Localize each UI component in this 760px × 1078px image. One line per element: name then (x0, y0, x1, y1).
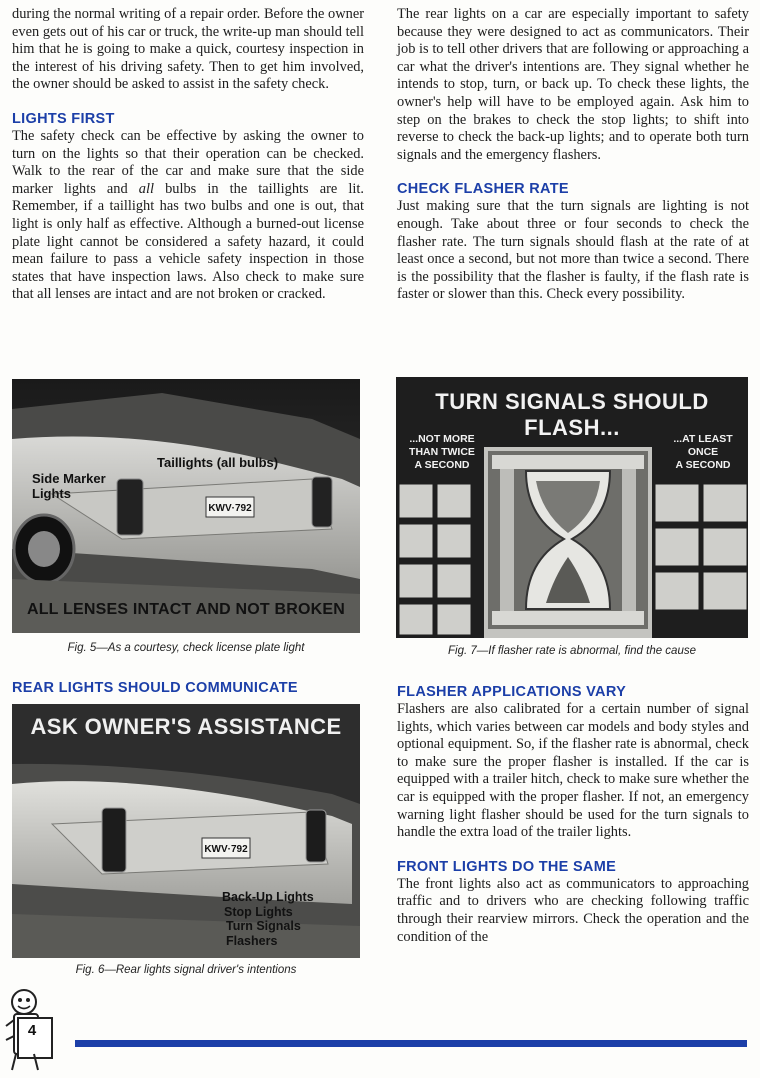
rear-lights-paragraph: The rear lights on a car are especially important to safety because they were designed to act as communicators. Their job is to tell other drivers that are following or approaching a car what the driver's intentions are. They signal whether he intends to stop, turn, or back up. To check these lights, the owner's help will have to be employed again. Ask him to step on the brakes to check the stop lights; to shift into reverse to check the back-up lights; and to operate both turn signals and the emergency flashers. (397, 6, 749, 163)
fig6-label-list (222, 890, 352, 948)
fig7-left-label: ...NOT MORE THAN TWICE A SECOND (409, 433, 475, 471)
fig6-label-backup: Back-Up Lights (222, 890, 314, 904)
lights-first-paragraph (12, 128, 364, 304)
lights-first-text-a: The safety check can be effective by asking the owner to turn on the lights so that their operation can be checked. Walk to the rear of the car and make sure that the side marker lights and (12, 127, 364, 197)
intro-paragraph: during the normal writing of a repair order. Before the owner even gets out of his car or truck, the write-up man should tell him that he is going to make a quick, courtesy inspection in the interest of his driving safety. Then to get him involved, the owner should be asked to assist in the safety check. (12, 6, 364, 93)
figure-5-caption: Fig. 5—As a courtesy, check license plate light (67, 642, 305, 654)
fig5-plate-text: KWV·792 (208, 503, 252, 514)
figure-5-photo (12, 379, 360, 633)
fig6-banner: ASK OWNER'S ASSISTANCE (30, 714, 342, 739)
fig5-side-marker-label: Side Marker Lights (32, 471, 106, 501)
car-rear-illustration (12, 379, 360, 633)
fig6-label-turn: Turn Signals (226, 919, 301, 933)
fig7-right-label: ...AT LEAST ONCE A SECOND (673, 433, 733, 471)
heading-check-flasher-rate: CHECK FLASHER RATE (397, 181, 569, 198)
fig5-banner: ALL LENSES INTACT AND NOT BROKEN (26, 601, 346, 618)
front-lights-paragraph: The front lights also act as communicators to approaching traffic and to drivers who are checking following traffic through their rearview mirrors. Check the operation and the condition of the (397, 875, 749, 945)
fig6-label-stop: Stop Lights (224, 904, 293, 919)
heading-front-lights: FRONT LIGHTS DO THE SAME (397, 858, 617, 875)
fig5-taillights-label: Taillights (all bulbs) (157, 455, 279, 470)
heading-flasher-applications: FLASHER APPLICATIONS VARY (397, 684, 627, 700)
lights-first-text-b: bulbs in the taillights are lit. Remember, if a taillight has two bulbs and one is out, that light is only half as effective. Although a burned-out license plate light cannot be considered a safety hazard, it could mean failure to pass a vehicle safety inspection in those states that have inspection laws. Also check to make sure that all lenses are intact and are not broken or cracked. (12, 180, 364, 303)
flasher-applications-paragraph: Flashers are also calibrated for a certain number of signal lights, which varies between car models and body styles and optional equipment. So, if the flasher rate is abnormal, check to make sure the proper flasher is installed. If the car is equipped with a trailer hitch, check to make sure whether the car is equipped with the proper flasher. If not, an emergency warning light flasher should be used for the turn signals to handle the extra load of the trailer lights. (397, 701, 749, 841)
right-column-top (397, 6, 749, 304)
fig7-banner: TURN SIGNALS SHOULD FLASH... (435, 389, 709, 440)
footer-rule (75, 1040, 747, 1047)
figure-7-caption: Fig. 7—If flasher rate is abnormal, find the cause (447, 645, 696, 657)
figure-7-illustration (396, 377, 748, 638)
heading-lights-first: LIGHTS FIRST (12, 110, 115, 127)
heading-rear-lights-communicate: REAR LIGHTS SHOULD COMMUNICATE (12, 680, 298, 696)
figure-6-caption: Fig. 6—Rear lights signal driver's intentions (75, 964, 297, 976)
right-column-bottom (397, 684, 749, 946)
left-column (12, 6, 364, 304)
figure-6-photo (12, 704, 360, 958)
fig6-label-flashers: Flashers (226, 933, 278, 948)
lights-first-emphasis: all (138, 180, 154, 197)
page-number: 4 (27, 1022, 37, 1039)
flasher-rate-paragraph: Just making sure that the turn signals are lighting is not enough. Take about three or four seconds to check the flasher rate. The turn signals should flash at the rate of at least once a second, but not more than twice a second. There is the possibility that the flasher is faulty, if the flash rate is faster or slower than this. Check every possibility. (397, 198, 749, 303)
fig6-plate-text: KWV·792 (204, 844, 248, 855)
